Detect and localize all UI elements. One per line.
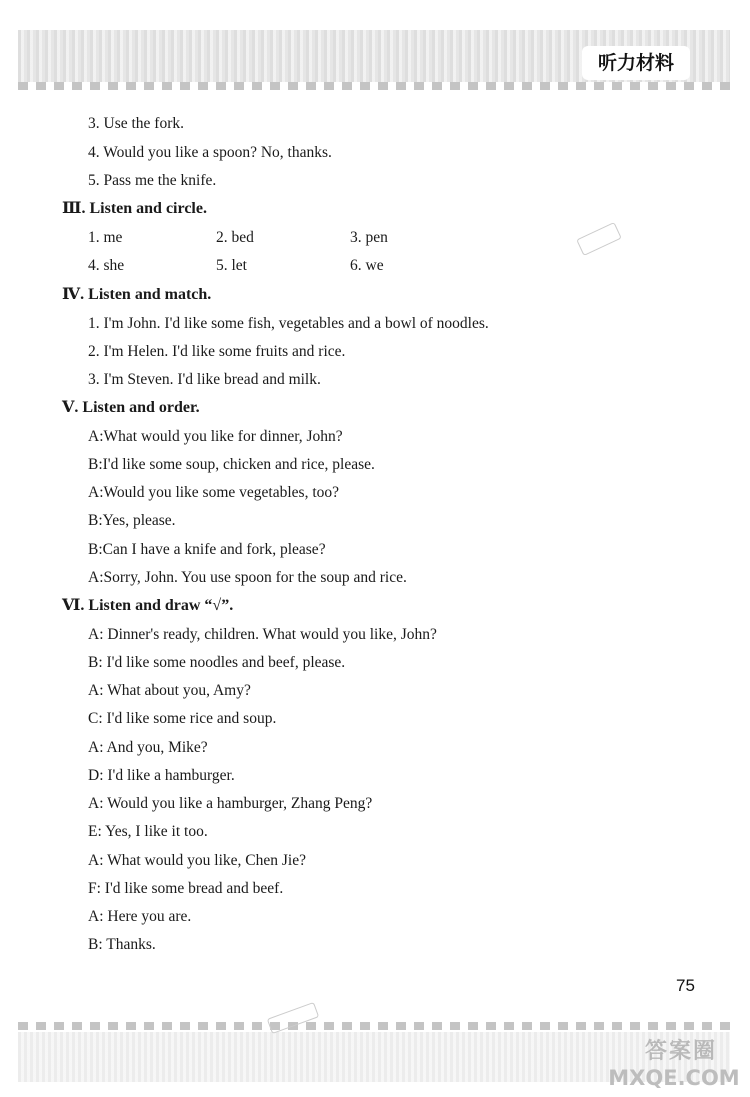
list-item: 1. I'm John. I'd like some fish, vegetables and a bowl of noodles. — [88, 315, 489, 332]
dialogue-line: E: Yes, I like it too. — [88, 823, 208, 840]
dialogue-line: D: I'd like a hamburger. — [88, 767, 235, 784]
list-item: 3. Use the fork. — [88, 115, 184, 132]
dialogue-line: B:Yes, please. — [88, 512, 176, 529]
dialogue-line: B:Can I have a knife and fork, please? — [88, 541, 326, 558]
watermark-stamp-icon — [576, 222, 622, 256]
list-item: 3. I'm Steven. I'd like bread and milk. — [88, 371, 321, 388]
dialogue-line: B: I'd like some noodles and beef, please. — [88, 654, 346, 671]
dialogue-line: A: Would you like a hamburger, Zhang Peng? — [88, 795, 373, 812]
section-heading: Ⅳ. Listen and match. — [62, 286, 212, 303]
dialogue-line: A: Dinner's ready, children. What would you like, John? — [88, 626, 437, 643]
page-number: 75 — [676, 976, 695, 995]
dialogue-line: F: I'd like some bread and beef. — [88, 880, 284, 897]
list-item: 2. I'm Helen. I'd like some fruits and rice. — [88, 343, 346, 360]
list-item: 5. Pass me the knife. — [88, 172, 217, 189]
word-item: 4. she — [88, 257, 125, 274]
watermark-logo: 答案圈 — [644, 1039, 717, 1064]
word-row — [88, 228, 448, 248]
list-item: 4. Would you like a spoon? No, thanks. — [88, 144, 332, 161]
word-item: 6. we — [350, 257, 384, 274]
word-item: 1. me — [88, 229, 123, 246]
word-row — [88, 256, 448, 276]
dialogue-line: A:Would you like some vegetables, too? — [88, 484, 340, 501]
section-heading: Ⅵ. Listen and draw “√”. — [62, 597, 234, 614]
dialogue-line: C: I'd like some rice and soup. — [88, 710, 277, 727]
dialogue-line: A: Here you are. — [88, 908, 192, 925]
dialogue-line: A:What would you like for dinner, John? — [88, 428, 343, 445]
footer-divider — [18, 1022, 730, 1030]
section-heading: Ⅲ. Listen and circle. — [62, 200, 207, 217]
dialogue-line: A: What about you, Amy? — [88, 682, 251, 699]
dialogue-line: A: And you, Mike? — [88, 739, 208, 756]
dialogue-line: B: Thanks. — [88, 936, 156, 953]
dialogue-line: A:Sorry, John. You use spoon for the soup and rice. — [88, 569, 407, 586]
section-heading: Ⅴ. Listen and order. — [62, 399, 200, 416]
dialogue-line: B:I'd like some soup, chicken and rice, please. — [88, 456, 375, 473]
header-divider — [18, 82, 730, 90]
word-item: 5. let — [216, 257, 247, 274]
word-item: 2. bed — [216, 229, 254, 246]
dialogue-line: A: What would you like, Chen Jie? — [88, 852, 306, 869]
watermark-domain: MXQE.COM — [608, 1066, 740, 1090]
word-item: 3. pen — [350, 229, 388, 246]
section-title-label: 听力材料 — [582, 46, 690, 80]
